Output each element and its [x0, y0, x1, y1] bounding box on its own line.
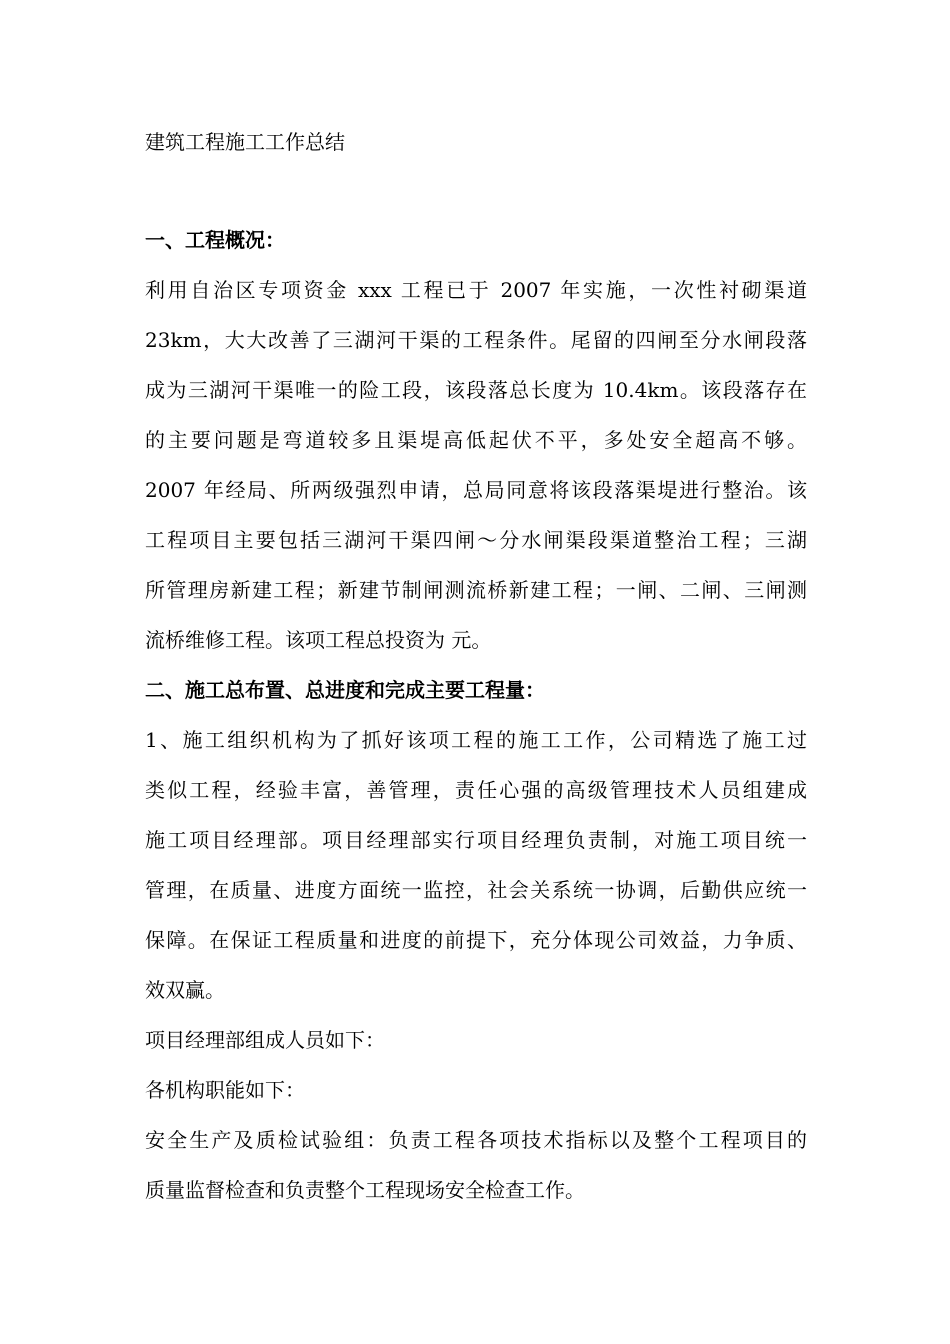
overview-paragraph — [145, 265, 807, 665]
paragraph-line: 利用自治区专项资金 xxx 工程已于 2007 年实施，一次性衬砌渠道 — [145, 278, 807, 302]
paragraph-line: 1、施工组织机构为了抓好该项工程的施工工作，公司精选了施工过 — [145, 728, 807, 752]
section-heading-overview: 一、工程概况： — [145, 228, 285, 252]
paragraph-line: 管理，在质量、进度方面统一监控，社会关系统一协调，后勤供应统一 — [145, 878, 807, 902]
paragraph-line: 保障。在保证工程质量和进度的前提下，充分体现公司效益，力争质、 — [145, 928, 807, 952]
document-title: 建筑工程施工工作总结 — [145, 130, 345, 154]
paragraph-line: 工程项目主要包括三湖河干渠四闸～分水闸渠段渠道整治工程；三湖 — [145, 528, 807, 552]
paragraph-line: 2007 年经局、所两级强烈申请，总局同意将该段落渠堤进行整治。该 — [145, 478, 807, 502]
paragraph-line: 效双赢。 — [145, 978, 225, 1002]
paragraph-line: 项目经理部组成人员如下： — [145, 1028, 385, 1052]
paragraph-line: 质量监督检查和负责整个工程现场安全检查工作。 — [145, 1178, 585, 1202]
paragraph-line: 流桥维修工程。该项工程总投资为 元。 — [145, 628, 492, 652]
paragraph-line: 23km，大大改善了三湖河干渠的工程条件。尾留的四闸至分水闸段落 — [145, 328, 807, 352]
paragraph-line: 所管理房新建工程；新建节制闸测流桥新建工程；一闸、二闸、三闸测 — [145, 578, 807, 602]
section-heading-layout-progress: 二、施工总布置、总进度和完成主要工程量： — [145, 678, 545, 702]
safety-quality-paragraph — [145, 1115, 807, 1215]
functions-paragraph — [145, 1065, 807, 1115]
paragraph-line: 成为三湖河干渠唯一的险工段，该段落总长度为 10.4km。该段落存在 — [145, 378, 807, 402]
organization-paragraph — [145, 715, 807, 1015]
paragraph-line: 类似工程，经验丰富，善管理，责任心强的高级管理技术人员组建成 — [145, 778, 807, 802]
paragraph-line: 各机构职能如下： — [145, 1078, 305, 1102]
paragraph-line: 的主要问题是弯道较多且渠堤高低起伏不平，多处安全超高不够。 — [145, 428, 807, 452]
document-body — [145, 117, 807, 1215]
paragraph-line: 安全生产及质检试验组：负责工程各项技术指标以及整个工程项目的 — [145, 1128, 807, 1152]
staff-paragraph — [145, 1015, 807, 1065]
paragraph-line: 施工项目经理部。项目经理部实行项目经理负责制，对施工项目统一 — [145, 828, 807, 852]
